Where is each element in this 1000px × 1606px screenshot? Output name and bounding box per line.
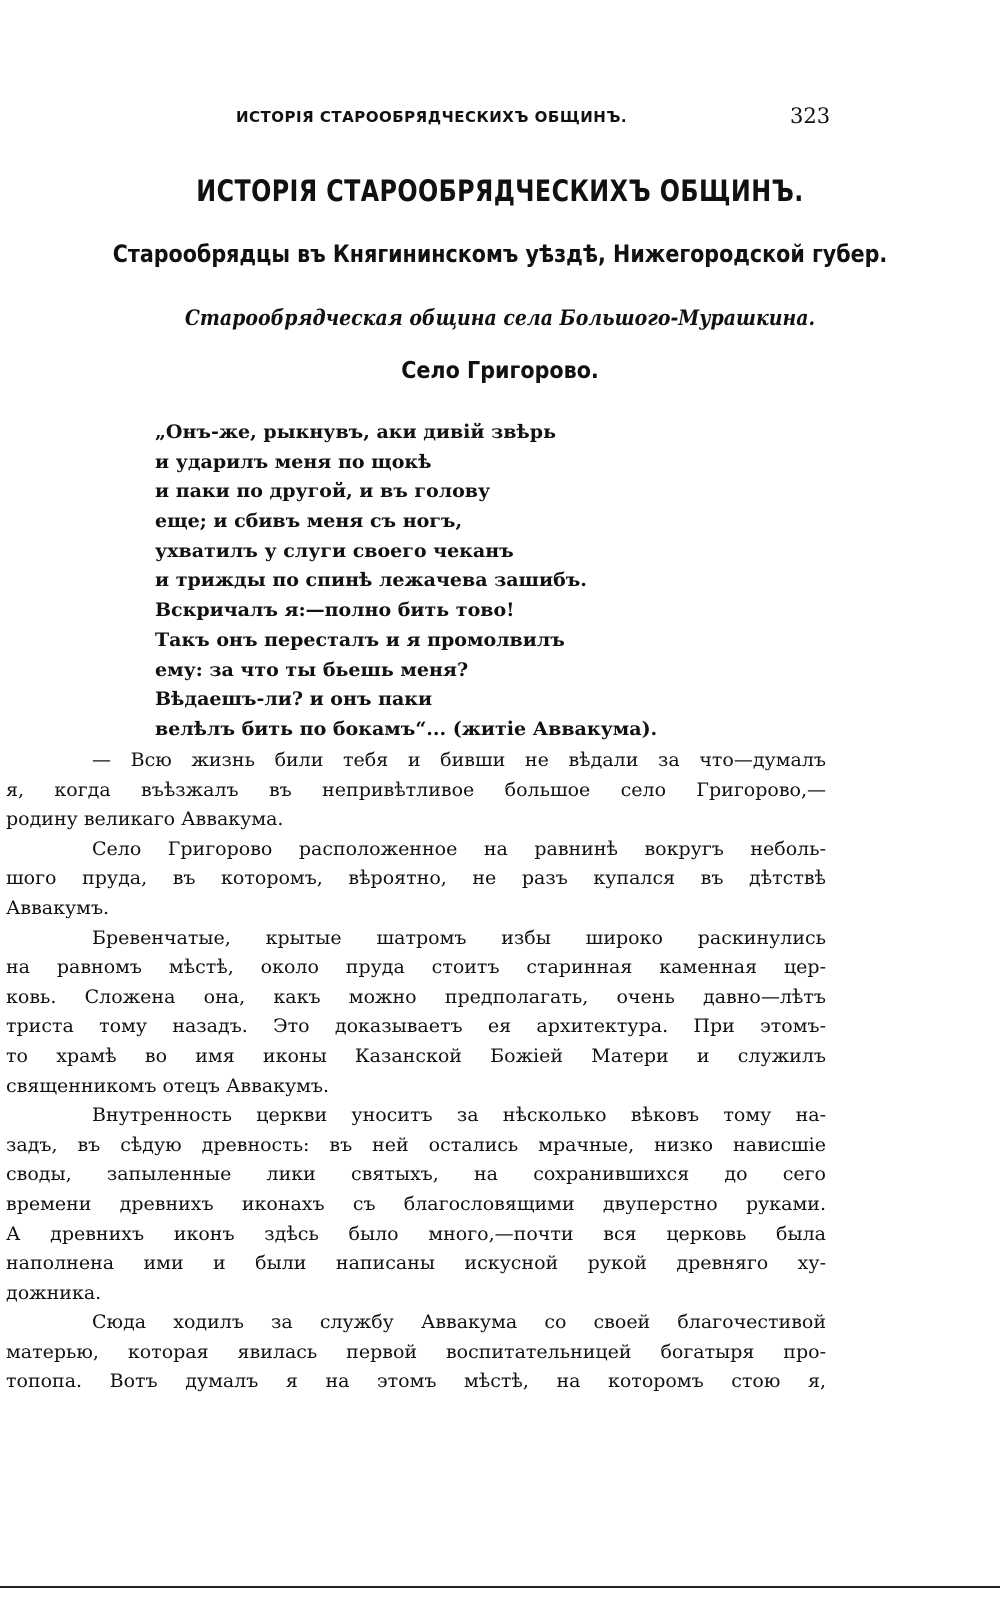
bottom-rule [0,1586,1000,1588]
subtitle: Старообрядцы въ Княгининскомъ уѣздѣ, Нижегородской губер. [112,240,888,268]
text-line: А древнихъ иконъ здѣсь было много,—почти вся церковь была [6,1222,826,1245]
epigraph-line: и ударилъ меня по щокѣ [155,450,432,473]
text-line: времени древнихъ иконахъ съ благословящими двуперстно руками. [6,1192,826,1215]
text-line: задъ, въ сѣдую древность: въ ней остались мрачные, низко нависшіе [6,1133,826,1156]
epigraph [155,418,835,745]
body-text [6,746,826,1397]
running-head: ИСТОРІЯ СТАРООБРЯДЧЕСКИХЪ ОБЩИНЪ. [236,108,628,126]
epigraph-line: ухватилъ у слуги своего чеканъ [155,539,514,562]
epigraph-line: Вскричалъ я:—полно бить тово! [155,599,515,622]
text-line: наполнена ими и были написаны искусной рукой древняго ху- [6,1252,826,1275]
epigraph-line: Вѣдаешъ-ли? и онъ паки [155,688,433,711]
text-line: на равномъ мѣстѣ, около пруда стоитъ старинная каменная цер- [6,956,826,979]
village-title: Село Григорово. [401,358,599,384]
text-line: матерью, которая явилась первой воспитательницей богатыря про- [6,1340,826,1363]
text-line: триста тому назадъ. Это доказываетъ ея архитектура. При этомъ- [6,1015,826,1038]
text-line: родину великаго Аввакума. [6,808,284,831]
text-line: шого пруда, въ которомъ, вѣроятно, не разъ купался въ дѣтствѣ [6,867,826,890]
epigraph-line: и паки по другой, и въ голову [155,480,491,503]
epigraph-line: ему: за что ты бьешь меня? [155,658,469,681]
text-line: священникомъ отецъ Аввакумъ. [6,1074,330,1097]
epigraph-line: и трижды по спинѣ лежачева зашибъ. [155,569,587,592]
text-line: Сюда ходилъ за службу Аввакума со своей благочестивой [92,1311,826,1334]
text-line: — Всю жизнь били тебя и бивши не вѣдали за что—думалъ [92,749,826,771]
page-number: 323 [790,104,831,128]
epigraph-line: велѣлъ бить по бокамъ“... (житіе Аввакума). [155,717,658,740]
text-line: Внутренность церкви уноситъ за нѣсколько вѣковъ тому на- [92,1104,826,1127]
text-line: своды, запыленные лики святыхъ, на сохранившихся до сего [6,1163,826,1186]
section-title: Старообрядческая община села Большого-Мурашкина. [184,305,816,330]
text-line: дожника. [6,1281,102,1304]
epigraph-line: „Онъ-же, рыкнувъ, аки дивій звѣрь [155,421,556,443]
epigraph-line: Такъ онъ пересталъ и я промолвилъ [155,628,565,651]
text-line: ковь. Сложена она, какъ можно предполагать, очень давно—лѣтъ [6,985,826,1008]
text-line: Бревенчатые, крытые шатромъ избы широко раскинулись [92,926,826,949]
main-title: ИСТОРІЯ СТАРООБРЯДЧЕСКИХЪ ОБЩИНЪ. [196,174,804,208]
text-line: топопа. Вотъ думалъ я на этомъ мѣстѣ, на которомъ стою я, [6,1370,826,1393]
text-line: то храмѣ во имя иконы Казанской Божіей Матери и служилъ [6,1044,826,1067]
epigraph-line: еще; и сбивъ меня съ ногъ, [155,510,463,533]
text-line: я, когда въѣзжалъ въ непривѣтливое большое село Григорово,— [6,778,826,801]
text-line: Аввакумъ. [6,896,110,919]
text-line: Село Григорово расположенное на равнинѣ вокругъ неболь- [92,837,826,860]
